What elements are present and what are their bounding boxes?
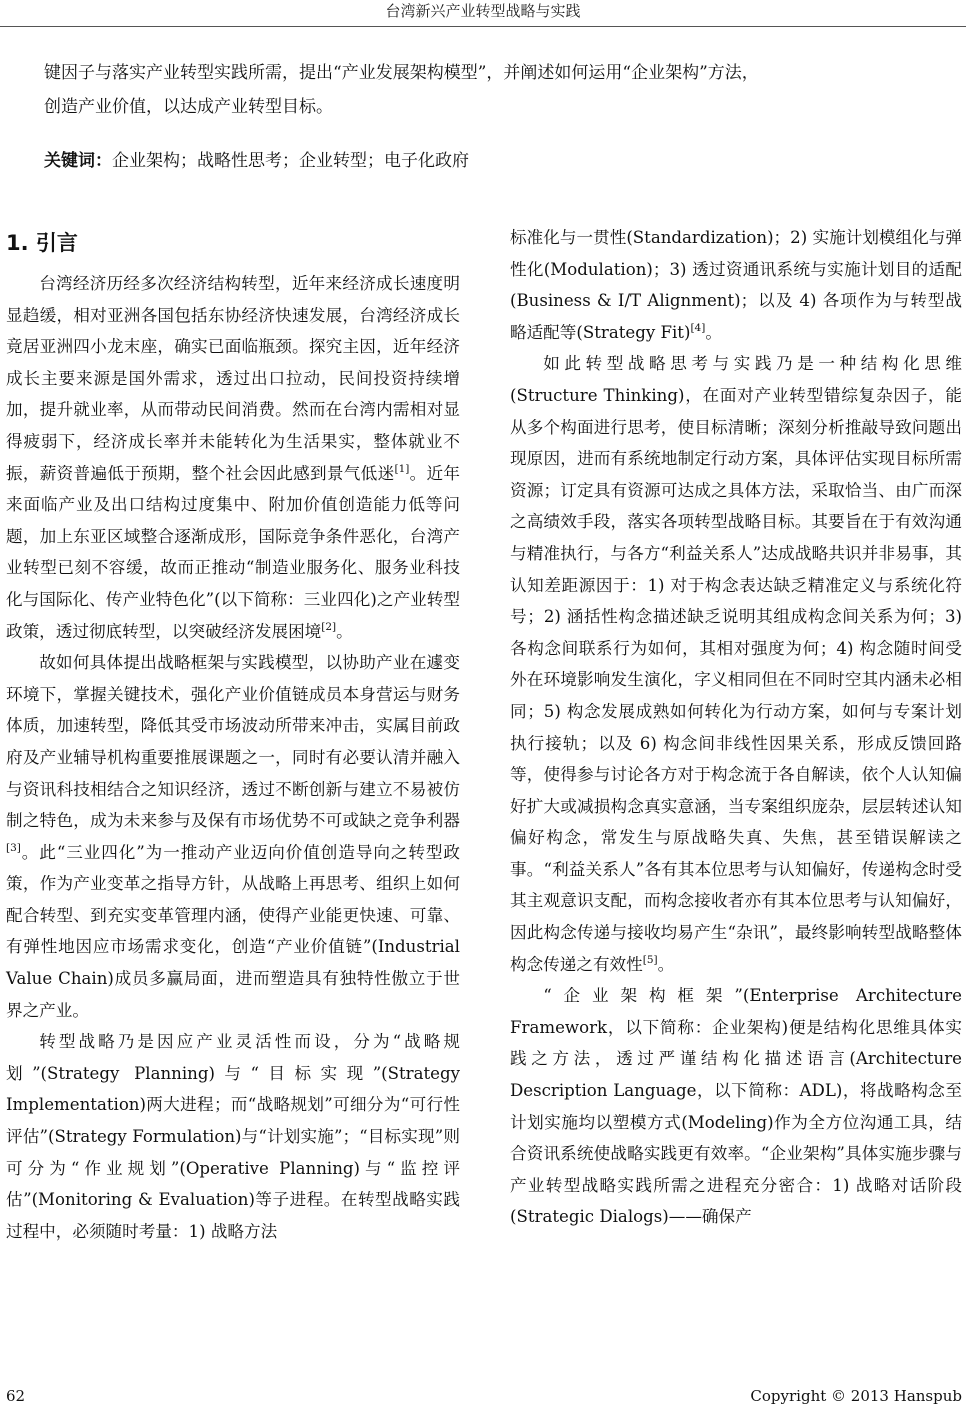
citation-ref[interactable]: [3] [6, 841, 21, 854]
section-title: 1. 引言 [6, 231, 78, 255]
header-rule [0, 26, 966, 27]
text-run: 。 [705, 322, 722, 342]
intro-paragraph-1 [6, 268, 460, 647]
abstract-tail [44, 56, 924, 124]
intro-paragraph-4 [510, 348, 962, 980]
abstract-line-2: 创造产业价值，以达成产业转型目标。 [44, 97, 333, 117]
text-run: 。 [657, 954, 675, 974]
keywords [44, 144, 924, 178]
page-number: 62 [6, 1387, 26, 1405]
intro-paragraph-3-continued [510, 222, 962, 348]
text-run: 如此转型战略思考与实践乃是一种结构化思维(Structure Thinking)，在面对产业转型错综复杂因子，能从多个构面进行思考，使目标清晰；深刻分析推敲导致问题出现原因，进而有系统地制定行动方案，具体评估实现目标所需资源；订定具有资源可达成之具体方法，采取恰当、由广而深之高绩效手段，落实各项转型战略目标。其要旨在于有效沟通与精准执行，与各方“利益关系人”达成战略共识并非易事，其认知差距源因于：1) 对于构念表达缺乏精准定义与系统化符号；2) 涵括性构念描述缺乏说明其组成构念间关系为何；3) 各构念间联系行为如何，其相对强度为何；4) 构念随时间受外在环境影响发生演化，字义相同但在不同时空其内涵未必相同；5) 构念发展成熟如何转化为行动方案，如何与专案计划执行接轨；以及 6) 构念间非线性因果关系，形成反馈回路等，使得参与讨论各方对于构念流于各自解读，依个人认知偏好扩大或减损构念真实意涵，当专案组织庞杂，层层转述认知偏好构念，常发生与原战略失真、失焦，甚至错误解读之事。“利益关系人”各有其本位思考与认知偏好，传递构念时受其主观意识支配，而构念接收者亦有其本位思考与认知偏好，因此构念传递与接收均易产生“杂讯”，最终影响转型战略整体构念传递之有效性 [510, 354, 962, 974]
keywords-label: 关键词： [44, 151, 112, 171]
page-footer [0, 1384, 966, 1410]
right-column [510, 222, 962, 1233]
citation-ref[interactable]: [1] [394, 462, 410, 475]
text-run: 故如何具体提出战略框架与实践模型，以协助产业在遽变环境下，掌握关键技术，强化产业价值链成员本身营运与财务体质，加速转型，降低其受市场波动所带来冲击，实属目前政府及产业辅导机构重要推展课题之一，同时有必要认清并融入与资讯科技相结合之知识经济，透过不断创新与建立不易被仿制之特色，成为未来参与及保有市场优势不可或缺之竞争利器 [6, 653, 460, 831]
keywords-text: 企业架构；战略性思考；企业转型；电子化政府 [112, 151, 469, 171]
text-run: 。近年来面临产业及出口结构过度集中、附加价值创造能力低等问题，加上东亚区域整合逐渐成形，国际竞争条件恶化，台湾产业转型已刻不容缓，故而正推动“制造业服务化、服务业科技化与国际化、传产业特色化”(以下简称：三业四化)之产业转型政策，透过彻底转型，以突破经济发展困境 [6, 463, 461, 641]
intro-paragraph-3: 转型战略乃是因应产业灵活性而设，分为“战略规划”(Strategy Planning)与“目标实现”(Strategy Implementation)两大进程；而“战略规划”可细分为“可行性评估”(Strategy Formulation)与“计划实施”；“目标实现”则可分为“作业规划”(Operative Planning)与“监控评估”(Monitoring & Evaluation)等子进程。在转型战略实践过程中，必须随时考量：1) 战略方法 [6, 1032, 460, 1241]
left-column [6, 222, 460, 1247]
text-run: 台湾经济历经多次经济结构转型，近年来经济成长速度明显趋缓，相对亚洲各国包括东协经济快速发展，台湾经济成长竟居亚洲四小龙末座，确实已面临瓶颈。探究主因，近年经济成长主要来源是国外需求，透过出口拉动，民间投资持续增加，提升就业率，从而带动民间消费。然而在台湾内需相对显得疲弱下，经济成长率并未能转化为生活果实，整体就业不振，薪资普遍低于预期，整个社会因此感到景气低迷 [6, 274, 460, 483]
text-run: 标准化与一贯性(Standardization)；2) 实施计划模组化与弹性化(Modulation)；3) 透过资通讯系统与实施计划目的适配(Business & I/T Alignment)；以及 4) 各项作为与转型战略适配等(Strategy Fit) [510, 228, 962, 342]
text-run: 。此“三业四化”为一推动产业迈向价值创造导向之转型政策，作为产业变革之指导方针，从战略上再思考、组织上如何配合转型、到充实变革管理内涵，使得产业能更快速、可靠、有弹性地因应市场需求变化，创造“产业价值链”(Industrial Value Chain)成员多赢局面，进而塑造具有独特性傲立于世界之产业。 [6, 842, 460, 1020]
citation-ref[interactable]: [2] [321, 620, 337, 633]
copyright-notice: Copyright © 2013 Hanspub [750, 1387, 962, 1405]
text-run: 。 [336, 621, 353, 641]
running-header: 台湾新兴产业转型战略与实践 [385, 2, 581, 20]
intro-paragraph-5: “企业架构框架”(Enterprise Architecture Framework，以下简称：企业架构)便是结构化思维具体实践之方法，透过严谨结构化描述语言(Architecture Description Language，以下简称：ADL)，将战略构念至计划实施均以塑模方式(Modeling)作为全方位沟通工具，结合资讯系统使战略实践更有效率。“企业架构”具体实施步骤与产业转型战略实践所需之进程充分密合：1) 战略对话阶段(Strategic Dialogs)——确保产 [510, 986, 962, 1227]
abstract-line-1: 键因子与落实产业转型实践所需，提出“产业发展架构模型”，并阐述如何运用“企业架构”方法， [44, 63, 759, 83]
intro-paragraph-2 [6, 647, 460, 1026]
citation-ref[interactable]: [5] [642, 953, 658, 966]
citation-ref[interactable]: [4] [690, 321, 706, 334]
